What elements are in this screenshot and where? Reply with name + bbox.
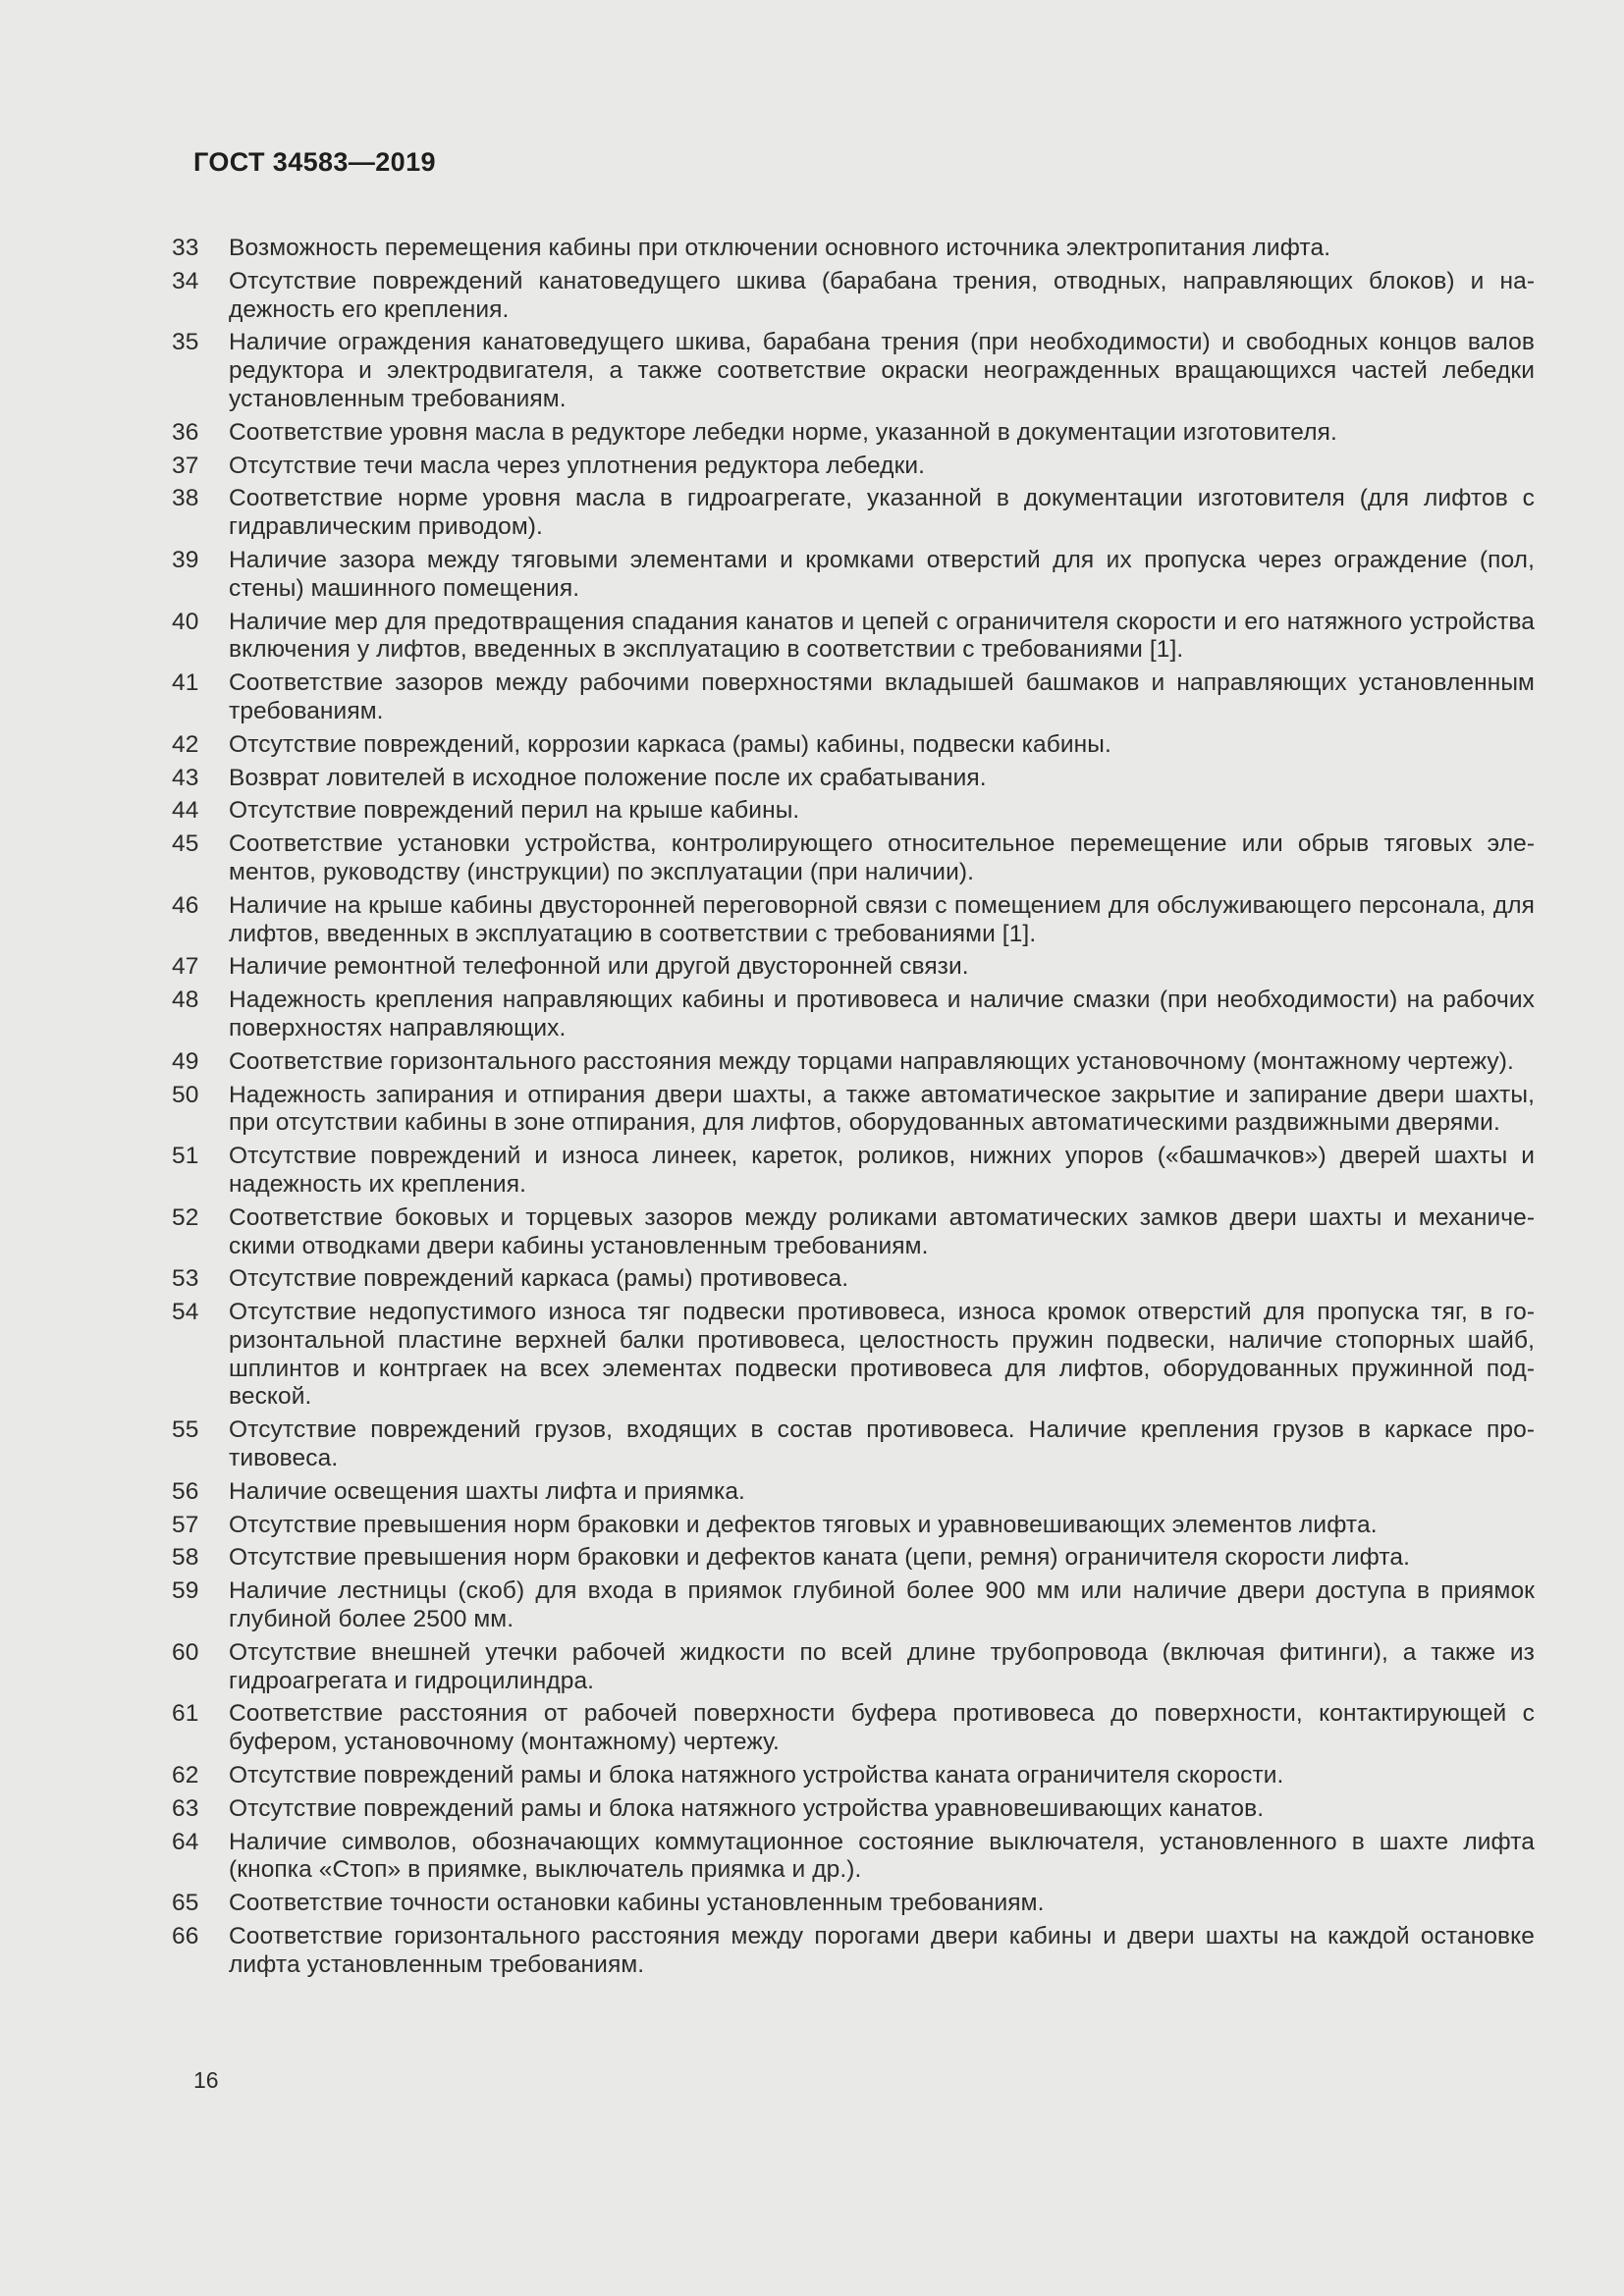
list-item (172, 419, 1535, 448)
item-number: 39 (172, 546, 199, 573)
item-number: 57 (172, 1511, 199, 1538)
item-number: 40 (172, 608, 199, 635)
item-number: 45 (172, 830, 199, 858)
item-text: Наличие символов, обозначающих коммутационное состояние выключателя, установленного в шахте лифта (кнопка «Стоп» в приямке, выключатель приямка и др.). (229, 1828, 1535, 1884)
item-text: Наличие ремонтной телефонной или другой двусторонней связи. (229, 953, 969, 981)
item-text: Соответствие горизонтального расстояния между торцами направляющих установочному (монтажному чертежу). (229, 1047, 1514, 1075)
item-text: Наличие зазора между тяговыми элементами и кромками отверстий для их пропуска через ограждение (пол, стены) машинного помещения. (229, 546, 1535, 602)
item-text: Соответствие норме уровня масла в гидроагрегате, указанной в документации изготовителя (для лифтов с гидравлическим приводом). (229, 485, 1535, 541)
item-number: 63 (172, 1794, 199, 1822)
item-text: Соответствие зазоров между рабочими поверхностями вкладышей башмаков и направляющих установленным требованиям. (229, 669, 1535, 724)
item-text: Соответствие точности остановки кабины установленным требованиям. (229, 1890, 1045, 1917)
list-item (172, 609, 1535, 666)
item-number: 66 (172, 1923, 199, 1950)
item-number: 44 (172, 797, 199, 825)
item-text: Отсутствие повреждений канатоведущего шкива (барабана трения, отводных, направляющих блоков) и надежность его крепления. (229, 267, 1535, 323)
item-text: Отсутствие повреждений перил на крыше кабины. (229, 797, 800, 825)
item-number: 52 (172, 1203, 199, 1231)
list-item (172, 731, 1535, 760)
item-text: Надежность запирания и отпирания двери шахты, а также автоматическое закрытие и запирание двери шахты, при отсутствии кабины в зоне отпирания, для лифтов, оборудованных автоматическими раздвижными дверями. (229, 1081, 1535, 1137)
item-number: 65 (172, 1890, 199, 1917)
item-number: 64 (172, 1828, 199, 1855)
item-number: 50 (172, 1081, 199, 1108)
list-item (172, 268, 1535, 325)
list-item (172, 953, 1535, 982)
item-text: Отсутствие повреждений рамы и блока натяжного устройства уравновешивающих канатов. (229, 1794, 1265, 1822)
checklist (172, 235, 1535, 1980)
item-text: Отсутствие повреждений каркаса (рамы) противовеса. (229, 1265, 849, 1293)
list-item (172, 1143, 1535, 1200)
item-number: 33 (172, 235, 199, 261)
item-text: Соответствие уровня масла в редукторе лебедки норме, указанной в документации изготовителя. (229, 418, 1337, 446)
item-text: Надежность крепления направляющих кабины и противовеса и наличие смазки (при необходимости) на рабочих поверхностях направляющих. (229, 987, 1535, 1041)
list-item (172, 1512, 1535, 1540)
item-number: 34 (172, 267, 199, 294)
list-item (172, 797, 1535, 826)
page-number: 16 (193, 2067, 219, 2093)
list-item (172, 669, 1535, 726)
list-item (172, 1299, 1535, 1412)
list-item (172, 1923, 1535, 1980)
item-text: Соответствие расстояния от рабочей поверхности буфера противовеса до поверхности, контактирующей с буфером, установочному (монтажному) чертежу. (229, 1700, 1535, 1756)
item-text: Отсутствие повреждений грузов, входящих в состав противовеса. Наличие крепления грузов в каркасе противовеса. (229, 1416, 1535, 1472)
item-text: Отсутствие превышения норм браковки и дефектов каната (цепи, ремня) ограничителя скорости лифта. (229, 1544, 1411, 1572)
item-text: Возможность перемещения кабины при отключении основного источника электропитания лифта. (229, 235, 1331, 261)
list-item (172, 765, 1535, 793)
item-text: Наличие мер для предотвращения спадания канатов и цепей с ограничителя скорости и его натяжного устройства включения у лифтов, введенных в эксплуатацию в соответствии с требованиями [1]. (229, 608, 1535, 664)
list-item (172, 1048, 1535, 1077)
document-header: ГОСТ 34583—2019 (193, 147, 436, 177)
list-item (172, 987, 1535, 1043)
list-item (172, 1890, 1535, 1918)
list-item (172, 1829, 1535, 1886)
item-number: 46 (172, 891, 199, 919)
list-item (172, 1082, 1535, 1139)
list-item (172, 1700, 1535, 1757)
item-number: 58 (172, 1544, 199, 1572)
list-item (172, 235, 1535, 263)
list-item (172, 453, 1535, 481)
list-item (172, 830, 1535, 887)
item-text: Отсутствие повреждений, коррозии каркаса (рамы) кабины, подвески кабины. (229, 730, 1111, 758)
item-text: Отсутствие недопустимого износа тяг подвески противовеса, износа кромок отверстий для пропуска тяг, в горизонтальной пластине верхней балки противовеса, целостность пружин подвески, наличие стопорных шайб, шплинтов и контргаек на всех элементах подвески противовеса для лифтов, оборудованных пружинной подвеской. (229, 1299, 1535, 1411)
list-item (172, 892, 1535, 949)
item-number: 61 (172, 1700, 199, 1728)
item-number: 43 (172, 764, 199, 791)
item-text: Отсутствие повреждений и износа линеек, кареток, роликов, нижних упоров («башмачков») дверей шахты и надежность их крепления. (229, 1143, 1535, 1198)
list-item (172, 1204, 1535, 1261)
list-item (172, 1265, 1535, 1294)
list-item (172, 1544, 1535, 1573)
item-text: Наличие ограждения канатоведущего шкива, барабана трения (при необходимости) и свободных концов валов редуктора и электродвигателя, а также соответствие окраски неогражденных вращающихся частей лебедки установленным требованиям. (229, 329, 1535, 412)
list-item (172, 1478, 1535, 1507)
item-number: 62 (172, 1762, 199, 1789)
item-number: 53 (172, 1265, 199, 1293)
item-number: 59 (172, 1577, 199, 1605)
list-item (172, 1577, 1535, 1634)
list-item (172, 1416, 1535, 1473)
list-item (172, 547, 1535, 604)
item-number: 47 (172, 953, 199, 981)
item-text: Наличие лестницы (скоб) для входа в приямок глубиной более 900 мм или наличие двери доступа в приямок глубиной более 2500 мм. (229, 1577, 1535, 1633)
item-number: 60 (172, 1638, 199, 1666)
item-text: Отсутствие превышения норм браковки и дефектов тяговых и уравновешивающих элементов лифта. (229, 1511, 1378, 1538)
item-number: 51 (172, 1143, 199, 1170)
item-number: 55 (172, 1416, 199, 1444)
list-item (172, 1762, 1535, 1790)
list-item (172, 485, 1535, 542)
item-number: 42 (172, 730, 199, 758)
item-number: 37 (172, 452, 199, 479)
item-number: 48 (172, 987, 199, 1014)
item-text: Соответствие установки устройства, контролирующего относительное перемещение или обрыв тяговых элементов, руководству (инструкции) по эксплуатации (при наличии). (229, 830, 1535, 885)
list-item (172, 329, 1535, 413)
item-number: 35 (172, 329, 199, 356)
item-text: Наличие освещения шахты лифта и приямка. (229, 1477, 745, 1505)
item-number: 54 (172, 1299, 199, 1326)
item-text: Соответствие горизонтального расстояния между порогами двери кабины и двери шахты на каждой остановке лифта установленным требованиям. (229, 1923, 1535, 1978)
item-text: Отсутствие течи масла через уплотнения редуктора лебедки. (229, 452, 926, 479)
item-text: Наличие на крыше кабины двусторонней переговорной связи с помещением для обслуживающего персонала, для лифтов, введенных в эксплуатацию в соответствии с требованиями [1]. (229, 891, 1535, 947)
list-item (172, 1795, 1535, 1824)
list-item (172, 1639, 1535, 1696)
item-number: 36 (172, 418, 199, 446)
item-text: Соответствие боковых и торцевых зазоров между роликами автоматических замков двери шахты и механическими отводками двери кабины установленным требованиям. (229, 1203, 1535, 1259)
item-text: Возврат ловителей в исходное положение после их срабатывания. (229, 764, 987, 791)
item-number: 41 (172, 669, 199, 697)
item-number: 49 (172, 1047, 199, 1075)
item-text: Отсутствие внешней утечки рабочей жидкости по всей длине трубопровода (включая фитинги), а также из гидроагрегата и гидроцилиндра. (229, 1638, 1535, 1694)
item-text: Отсутствие повреждений рамы и блока натяжного устройства каната ограничителя скорости. (229, 1762, 1284, 1789)
item-number: 56 (172, 1477, 199, 1505)
item-number: 38 (172, 485, 199, 512)
